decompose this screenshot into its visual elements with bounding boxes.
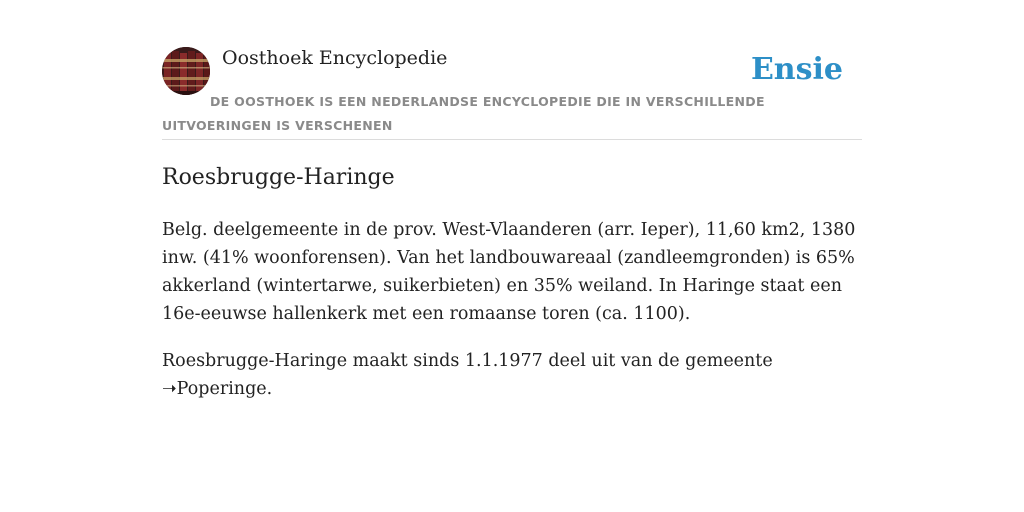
paragraph-end: . xyxy=(266,379,273,399)
article xyxy=(162,160,862,403)
arrow-right-icon: ➝ xyxy=(162,379,177,399)
site-header xyxy=(162,46,862,140)
brand-logo[interactable]: Ensie xyxy=(750,52,843,87)
article-paragraph: Belg. deelgemeente in de prov. West-Vlaanderen (arr. Ieper), 11,60 km2, 1380 inw. (41% woonforensen). Van het landbouwareaal (zandleemgronden) is 65% akkerland (wintertarwe, suikerbieten) en 35% weiland. In Haringe staat een 16e-eeuwse hallenkerk met een romaanse toren (ca. 1100). xyxy=(162,220,856,324)
paragraph-text: Roesbrugge-Haringe maakt sinds 1.1.1977 deel uit van de gemeente xyxy=(162,351,773,371)
site-name[interactable]: Oosthoek Encyclopedie xyxy=(222,47,448,69)
site-tagline: DE OOSTHOEK IS EEN NEDERLANDSE ENCYCLOPEDIE DIE IN VERSCHILLENDE UITVOERINGEN IS VERSCHENEN xyxy=(162,94,765,133)
encyclopedia-books-icon xyxy=(162,47,210,95)
article-paragraph xyxy=(162,347,862,403)
article-title: Roesbrugge-Haringe xyxy=(162,165,395,190)
site-avatar[interactable] xyxy=(162,47,210,95)
poperinge-link[interactable]: Poperinge xyxy=(176,379,267,399)
